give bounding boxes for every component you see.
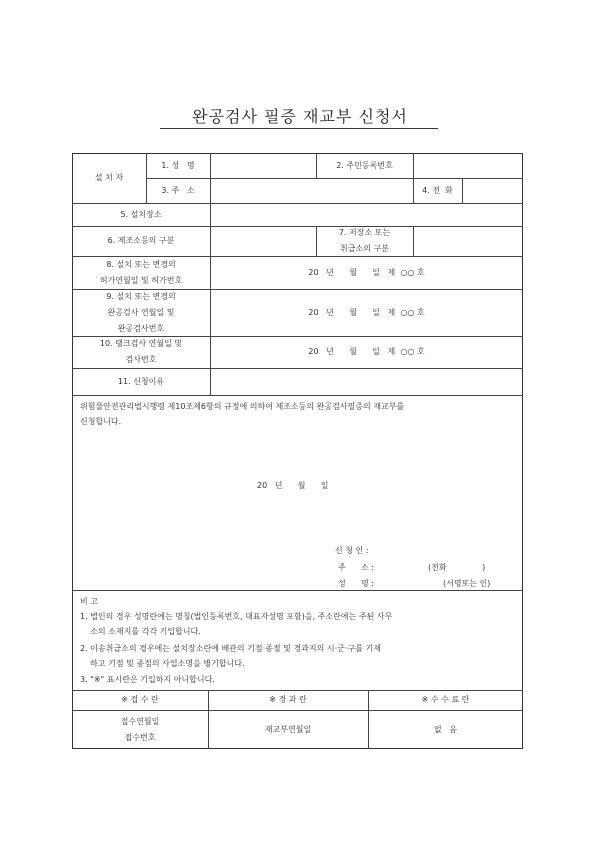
- title-underline: [160, 128, 438, 129]
- address-field[interactable]: [210, 178, 413, 203]
- reason-field[interactable]: [210, 368, 523, 395]
- permit-date-value: 20 년 월 일 제 ○○ 호: [308, 267, 425, 277]
- phone-field[interactable]: [462, 178, 523, 203]
- completion-date-value: 20 년 월 일 제 ○○ 호: [308, 307, 425, 317]
- note-item: 3. "※" 표시란은 기입하지 아니합니다.: [80, 675, 215, 684]
- address-label: 3. 주 소: [161, 185, 195, 195]
- name-label: 1. 성 명: [161, 160, 195, 170]
- storage-type-label: 7. 저장소 또는 취급소의 구분: [338, 228, 391, 253]
- note-item: 1. 법인의 경우 성명란에는 명칭(법인등록번호, 대표자성명 포함)을, 주소란에는 주된 사무 소의 소재지를 각각 기입합니다.: [80, 612, 393, 636]
- fee-value: 없 음: [433, 724, 458, 734]
- signature-note: (서명또는 인): [443, 579, 491, 588]
- rrn-label: 2. 주민등록번호: [336, 160, 393, 170]
- name-field[interactable]: [210, 153, 316, 178]
- applicant-phone-note: (전화 ): [428, 563, 486, 572]
- note-item: 2. 이송취급소의 경우에는 설치장소란에 배관의 기점·종점 및 경과지의 시·군·구를 기재 하고 기점 및 종점의 사업소명을 병기합니다.: [80, 644, 381, 668]
- process-header: ※ 경 과 란: [269, 695, 307, 704]
- declaration-text: 위험물안전관리법시행령 제10조제6항의 규정에 의하여 제조소등의 완공검사필증의 재교부를 신청합니다.: [80, 402, 405, 426]
- reception-header: ※ 접 수 란: [121, 695, 159, 704]
- notes-heading: 비 고: [80, 597, 98, 606]
- rrn-field[interactable]: [413, 153, 523, 178]
- tank-label: 10. 탱크검사 연월일 및 검사번호: [99, 339, 183, 364]
- facility-type-label: 6. 제조소등의 구분: [107, 236, 175, 245]
- applicant-address-label: 주 소 :: [338, 563, 374, 572]
- applicant-signature-label: 신 청 인 :: [335, 546, 369, 555]
- storage-type-field[interactable]: [413, 226, 523, 256]
- facility-type-field[interactable]: [210, 226, 316, 256]
- tank-date-value: 20 년 월 일 제 ○○ 호: [308, 347, 425, 356]
- completion-label: 9. 설치 또는 변경의 완공검사 연월일 및 완공검사번호: [106, 291, 176, 333]
- form-title: 완공검사 필증 재교부 신청서: [192, 107, 408, 126]
- applicant-name-label: 성 명 :: [338, 579, 374, 588]
- applicant-label: 설 치 자: [94, 173, 124, 182]
- site-field[interactable]: [210, 203, 523, 226]
- reception-value: 접수연월일 접수번호: [120, 716, 160, 742]
- permit-label: 8. 설치 또는 변경의 허가연월일 및 허가번호: [99, 259, 183, 285]
- site-label: 5. 설치장소: [120, 209, 162, 219]
- reason-label: 11. 신청이유: [117, 376, 165, 386]
- fee-header: ※ 수 수 료 란: [421, 695, 470, 704]
- declaration-date: 20 년 월 일: [257, 481, 329, 490]
- row-divider: [72, 395, 523, 396]
- phone-label: 4. 전 화: [422, 185, 453, 195]
- process-value: 재교부연월일: [264, 724, 312, 734]
